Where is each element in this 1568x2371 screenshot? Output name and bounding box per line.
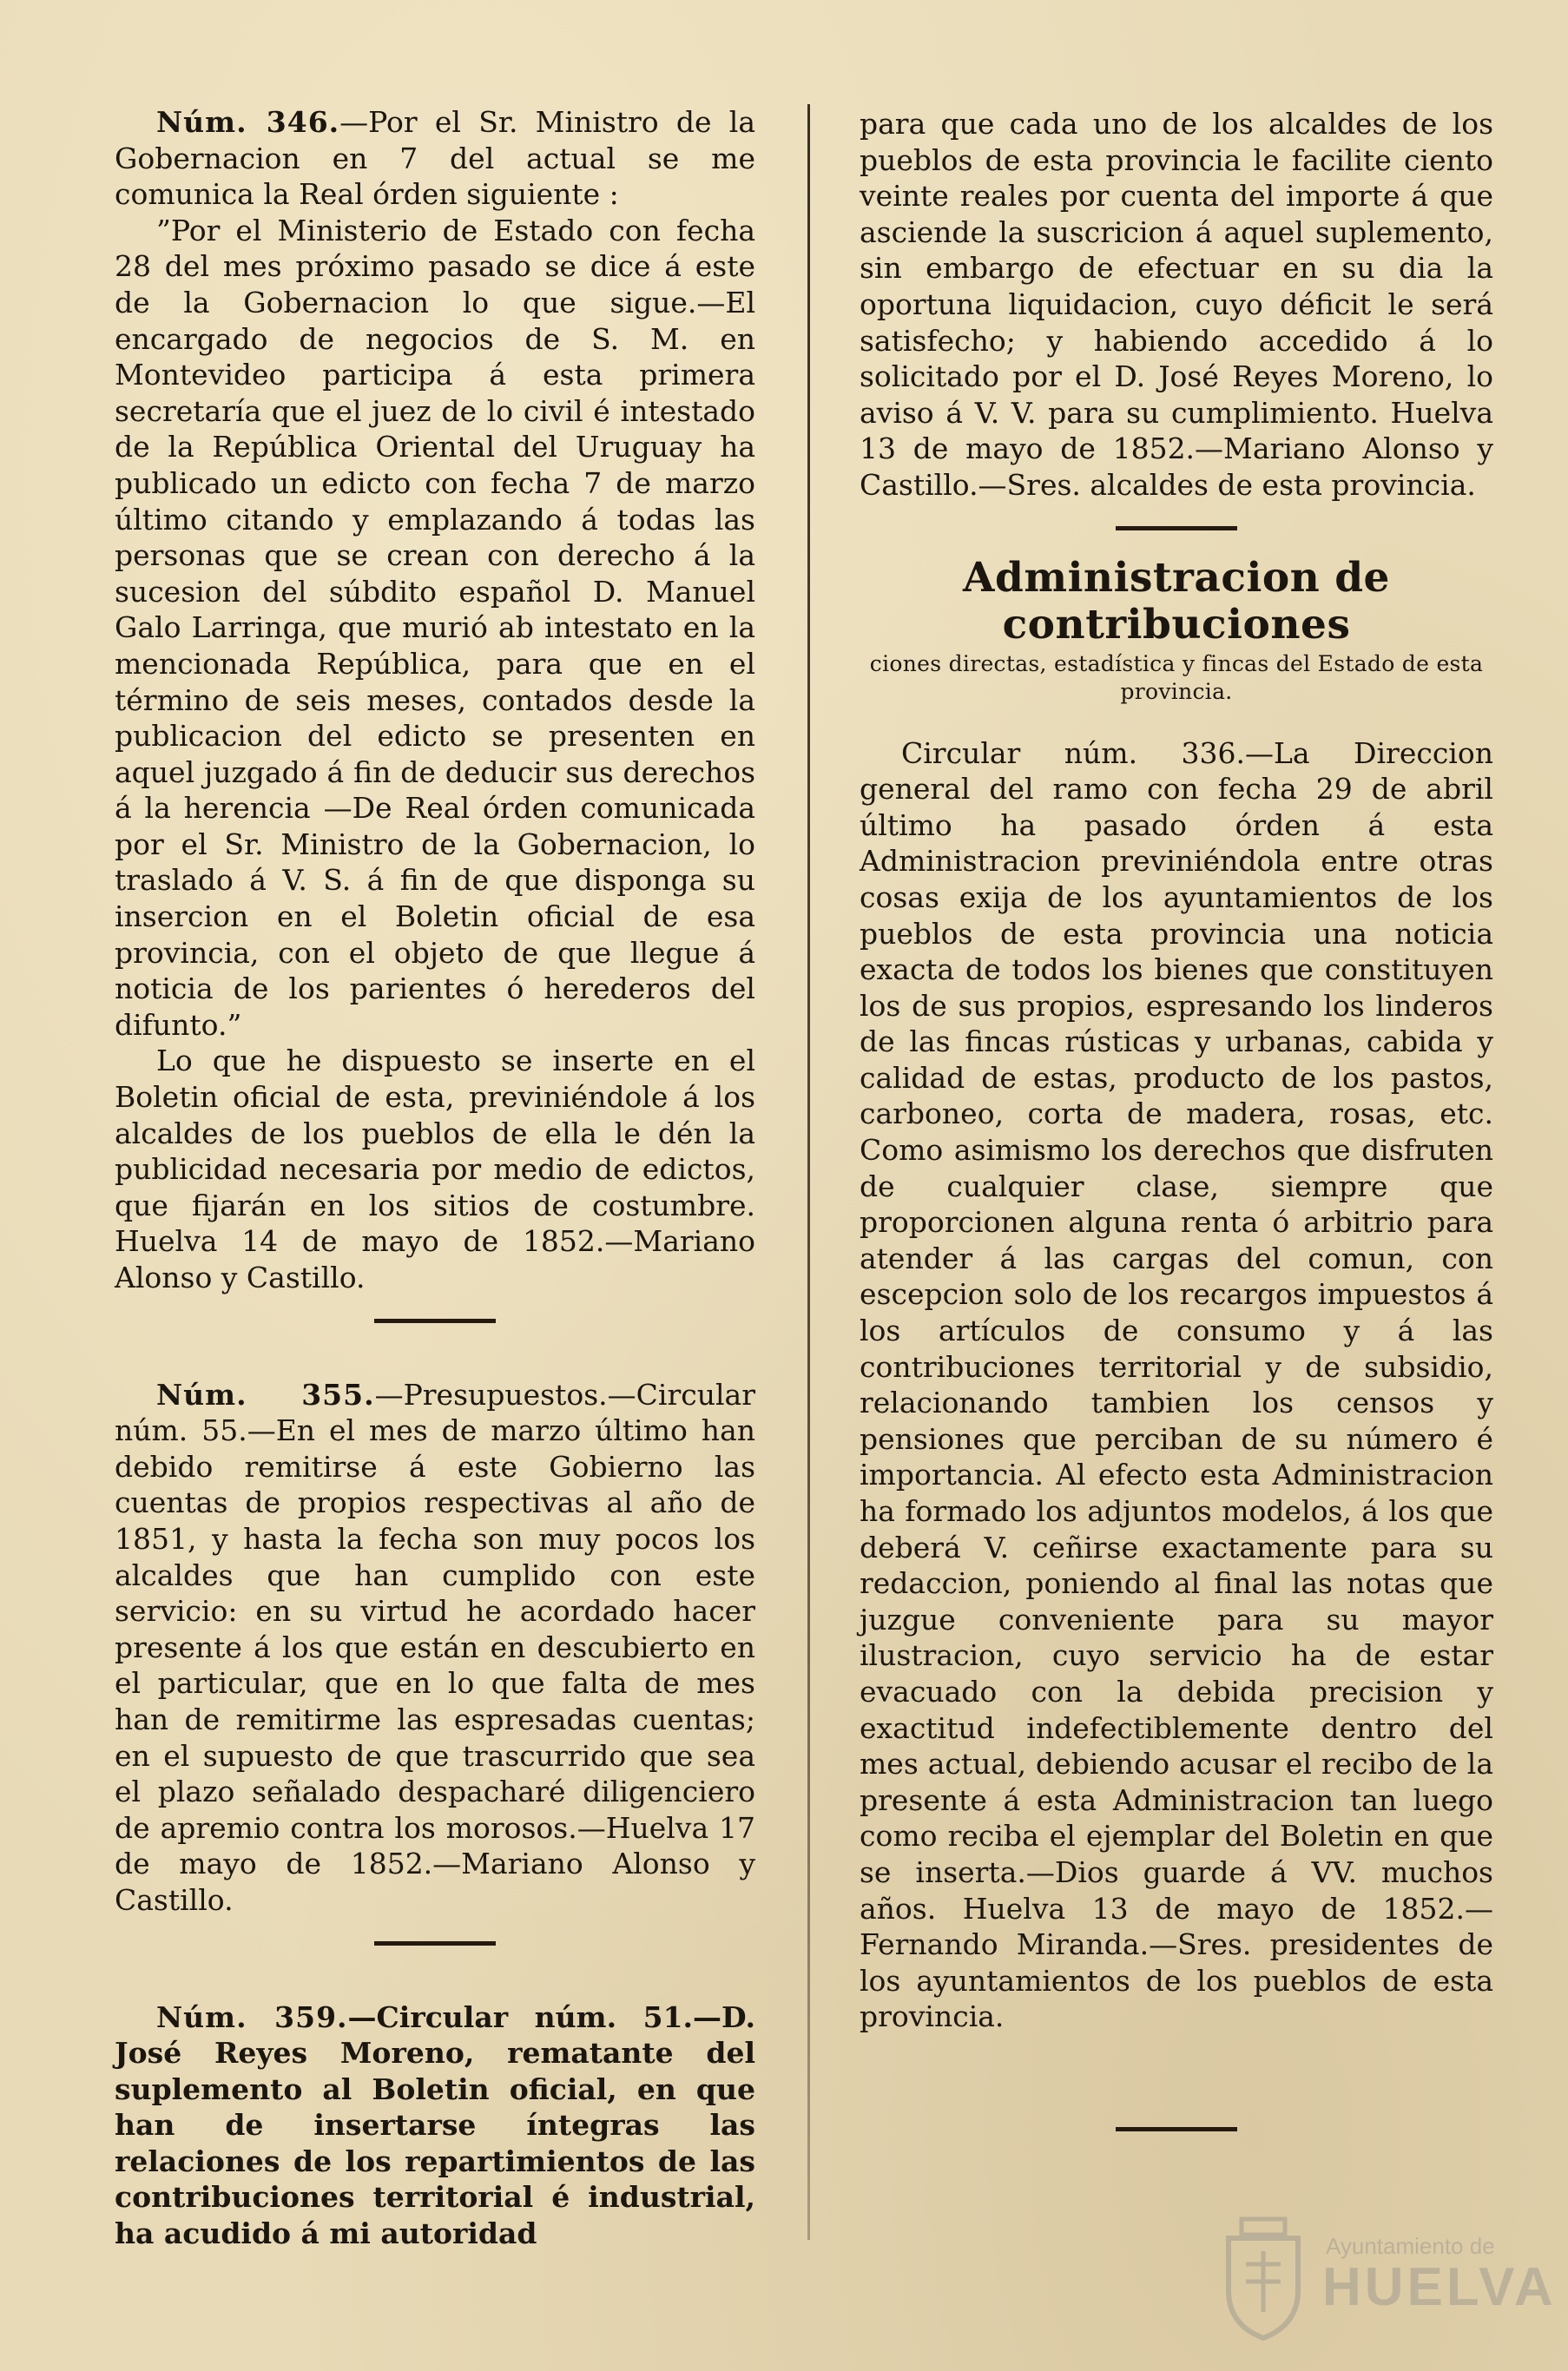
section-title: Administracion de contribuciones bbox=[963, 553, 1390, 649]
archive-watermark bbox=[1211, 2212, 1557, 2342]
spacer bbox=[860, 706, 1493, 735]
right-column bbox=[860, 106, 1493, 2156]
item-355-body: —Presupuestos.—Circular núm. 55.—En el mes de marzo último han debido remitirse á este Gobierno las cuentas de propios respectivas al año de 1851, y hasta la fecha son muy pocos los alcaldes que han cumplido con este servicio: en su virtud he acordado hacer presente á los que están en descubierto en el particular, que en lo que falta de mes han de remitirme las espresadas cuentas; en el supuesto de que trascurrido que sea el plazo señalado despacharé diligenciero de apremio contra los morosos.—Huelva 17 de mayo de 1852.—Mariano Alonso y Castillo. bbox=[115, 1377, 755, 1917]
item-346-quote: ”Por el Ministerio de Estado con fecha 28 del mes próximo pasado se dice á este de la Gobernacion lo que sigue.—El encargado de negocios de S. M. en Montevideo participa á esta primera secretaría que el juez de lo civil é intestado de la República Oriental del Uruguay ha publicado un edicto con fecha 7 de marzo último citando y emplazando á todas las personas que se crean con derecho á la sucesion del súbdito español D. Manuel Galo Larringa, que murió ab intestato en la mencionada República, para que en el término de seis meses, contados desde la publicacion del edicto se presenten en aquel juzgado á fin de deducir sus derechos á la herencia —De Real órden comunicada por el Sr. Ministro de la Gobernacion, lo traslado á V. S. á fin de que disponga su insercion en el Boletin oficial de esa provincia, con el objeto de que llegue á noticia de los parientes ó herederos del difunto.” bbox=[115, 213, 755, 1042]
item-359-continuation: para que cada uno de los alcaldes de los pueblos de esta provincia le facilite ciento veinte reales por cuenta del importe á que asciende la suscricion á aquel suplemento, sin embargo de efectuar en su dia la oportuna liquidacion, cuyo déficit le será satisfecho; y habiendo accedido á lo solicitado por el D. José Reyes Moreno, lo aviso á V. V. para su cumplimiento. Huelva 13 de mayo de 1852.—Mariano Alonso y Castillo.—Sres. alcaldes de esta provincia. bbox=[860, 107, 1493, 502]
spacer bbox=[860, 2035, 1493, 2104]
column-divider bbox=[807, 104, 810, 2240]
item-346-intro: —Por el Sr. Ministro de la Gobernacion en 7 del actual se me comunica la Real órden siguiente : bbox=[115, 105, 755, 212]
separator-rule bbox=[1116, 2127, 1237, 2131]
spacer bbox=[115, 1970, 755, 1999]
item-359-number: Núm. 359. bbox=[156, 1999, 348, 2034]
spacer bbox=[115, 1347, 755, 1377]
item-359-body: —Circular núm. 51.—D. José Reyes Moreno, rematante del suplemento al Boletin oficial, en que han de insertarse íntegras las relaciones de los repartimientos de las contribuciones territorial é industrial, ha acudido á mi autoridad bbox=[115, 1999, 755, 2251]
circular-336: Circular núm. 336.—La Direccion general del ramo con fecha 29 de abril último ha pasado órden á esta Administracion previniéndola entre otras cosas exija de los ayuntamientos de los pueblos de esta provincia una noticia exacta de todos los bienes que constituyen los de sus propios, espresando los linderos de las fincas rústicas y urbanas, cabida y calidad de estas, producto de los pastos, carboneo, corta de madera, rosas, etc. Como asimismo los derechos que disfruten de cualquier clase, siempre que proporcionen alguna renta ó arbitrio para atender á las cargas del comun, con escepcion solo de los recargos impuestos á los artículos de consumo y á las contribuciones territorial y de subsidio, relacionando tambien los censos y pensiones que perciban de su número é importancia. Al efecto esta Administracion ha formado los adjuntos modelos, á los que deberá V. ceñirse exactamente para su redaccion, poniendo al final las notas que juzgue conveniente para su mayor ilustracion, cuyo servicio ha de estar evacuado con la debida precision y exactitud indefectiblemente dentro del mes actual, debiendo acusar el recibo de la presente á esta Administracion tan luego como reciba el ejemplar del Boletin en que se inserta.—Dios guarde á VV. muchos años. Huelva 13 de mayo de 1852.—Fernando Miranda.—Sres. presidentes de los ayuntamientos de los pueblos de esta provincia. bbox=[860, 735, 1493, 2034]
item-346-number: Núm. 346. bbox=[156, 105, 340, 139]
item-346-closing: Lo que he dispuesto se inserte en el Boletin oficial de esta, previniéndole á los alcaldes de los pueblos de ella le dén la publicidad necesaria por medio de edictos, que fijarán en los sitios de costumbre. Huelva 14 de mayo de 1852.—Mariano Alonso y Castillo. bbox=[115, 1044, 755, 1294]
item-355-number: Núm. 355. bbox=[156, 1377, 375, 1412]
separator-rule bbox=[374, 1319, 496, 1323]
item-346 bbox=[115, 104, 755, 213]
left-column bbox=[115, 104, 755, 2252]
watermark-line1: Ayuntamiento de bbox=[1326, 2233, 1495, 2259]
section-subtitle: ciones directas, estadística y fincas del Estado de esta provincia. bbox=[869, 650, 1484, 704]
item-355 bbox=[115, 1377, 755, 1919]
separator-rule bbox=[374, 1941, 496, 1946]
separator-rule bbox=[1116, 526, 1237, 530]
crest-icon bbox=[1211, 2212, 1315, 2342]
item-359 bbox=[115, 1999, 755, 2252]
watermark-line2: HUELVA bbox=[1322, 2257, 1557, 2317]
